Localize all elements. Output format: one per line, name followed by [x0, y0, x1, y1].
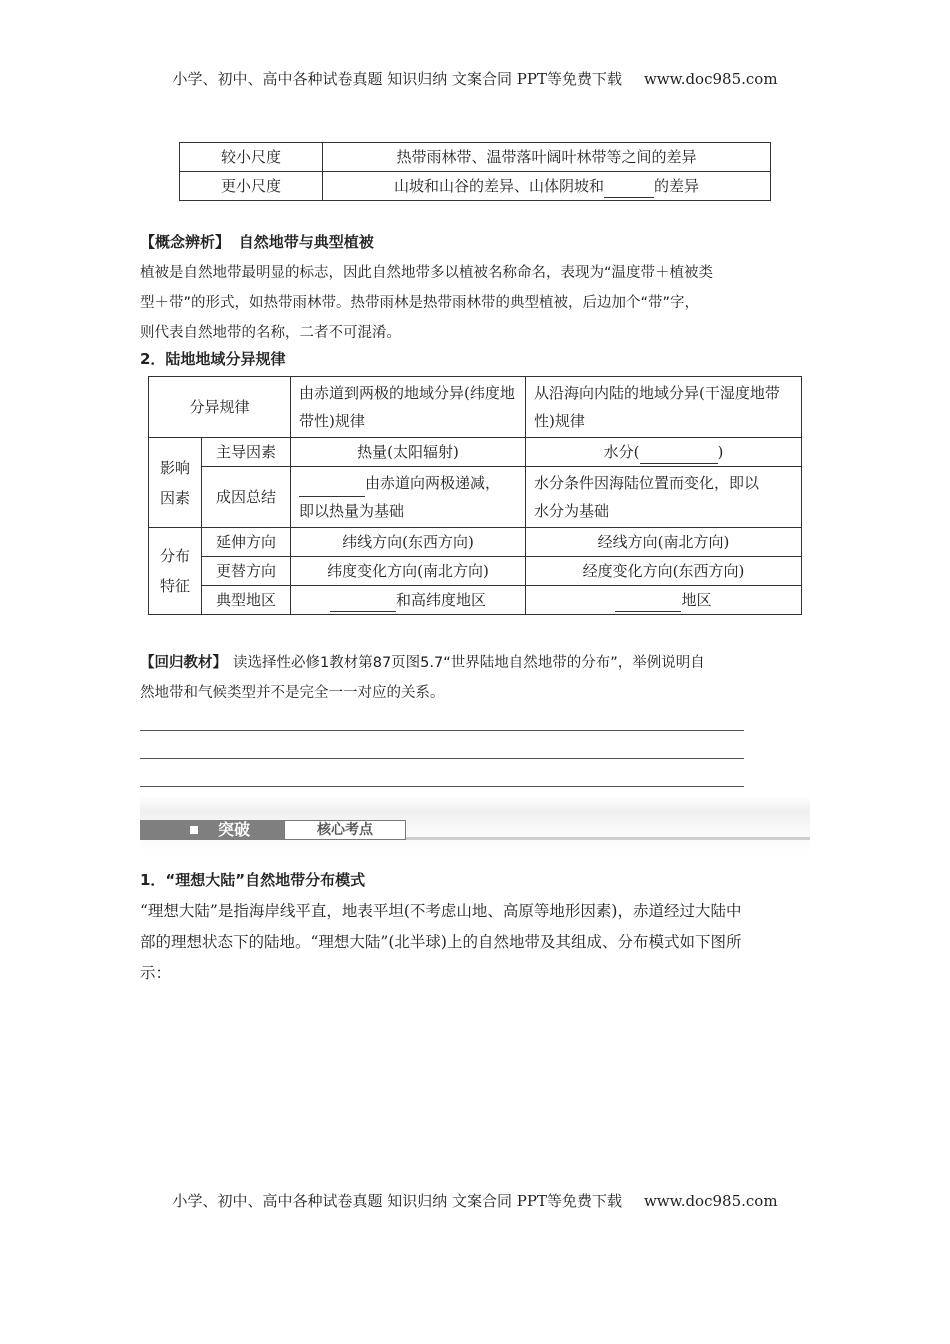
cell: 和高纬度地区 [291, 586, 526, 615]
cell: 由赤道向两极递减， 即以热量为基础 [291, 467, 526, 528]
textbook-line: 然地带和气候类型并不是完全一一对应的关系。 [140, 685, 445, 701]
fill-blank[interactable] [615, 593, 681, 612]
row-label: 主导因素 [202, 438, 291, 467]
header-cell: 由赤道到两极的地域分异(纬度地带性)规律 [291, 377, 526, 438]
fill-blank[interactable] [604, 179, 654, 198]
section-banner [140, 796, 810, 856]
table-row [149, 467, 802, 528]
cell: 水分( ) [526, 438, 802, 467]
group-label: 分布特征 [149, 528, 202, 615]
concept-line: 则代表自然地带的名称，二者不可混淆。 [140, 325, 401, 341]
row-label: 延伸方向 [202, 528, 291, 557]
concept-line: 植被是自然地带最明显的标志，因此自然地带多以植被名称命名，表现为“温度带＋植被类 [140, 265, 714, 281]
scale-table [179, 142, 771, 201]
banner-left: 突破 [218, 820, 251, 839]
section1-line: 示： [140, 964, 172, 982]
section2-title: 2．陆地地域分异规律 [140, 350, 286, 368]
section1-title: 1．“理想大陆”自然地带分布模式 [140, 871, 366, 889]
fill-blank[interactable] [640, 445, 718, 464]
cell: 经线方向(南北方向) [526, 528, 802, 557]
cell: 地区 [526, 586, 802, 615]
concept-tag: 【概念辨析】 [140, 233, 231, 251]
footer-text: 小学、初中、高中各种试卷真题 知识归纳 文案合同 PPT等免费下载 [172, 1192, 622, 1210]
fill-blank[interactable] [330, 593, 396, 612]
textbook-tag: 【回归教材】 [140, 655, 227, 671]
concept-body [140, 258, 812, 348]
concept-title: 自然地带与典型植被 [238, 233, 374, 251]
banner-dark [140, 820, 284, 840]
row-label: 更替方向 [202, 557, 291, 586]
fill-blank[interactable] [299, 478, 365, 497]
row-label: 成因总结 [202, 467, 291, 528]
table-row [180, 143, 771, 172]
scale-desc: 热带雨林带、温带落叶阔叶林带等之间的差异 [323, 143, 771, 172]
section1-line: “理想大陆”是指海岸线平直，地表平坦(不考虑山地、高原等地形因素)，赤道经过大陆中 [140, 902, 742, 920]
table-row [149, 438, 802, 467]
textbook-line: 【回归教材】 读选择性必修1教材第87页图5.7“世界陆地自然地带的分布”，举例说明自 [140, 655, 705, 671]
concept-title-line [140, 228, 812, 257]
answer-line[interactable] [140, 786, 744, 787]
table-row [180, 172, 771, 201]
law-table [148, 376, 802, 615]
textbook-block [140, 648, 812, 708]
cell: 热量(太阳辐射) [291, 438, 526, 467]
section1-body [140, 896, 812, 989]
scale-desc: 山坡和山谷的差异、山体阴坡和 的差异 [323, 172, 771, 201]
table-row [149, 557, 802, 586]
scale-label: 更小尺度 [180, 172, 323, 201]
header-cell: 从沿海向内陆的地域分异(干湿度地带性)规律 [526, 377, 802, 438]
answer-line[interactable] [140, 730, 744, 731]
footer-url[interactable]: www.doc985.com [643, 1192, 778, 1210]
row-label: 典型地区 [202, 586, 291, 615]
page-footer [0, 1190, 950, 1211]
scale-label: 较小尺度 [180, 143, 323, 172]
banner-line [406, 837, 810, 840]
table-row [149, 528, 802, 557]
square-icon [190, 826, 198, 834]
banner-right: 核心考点 [284, 820, 406, 840]
answer-line[interactable] [140, 758, 744, 759]
concept-line: 型＋带”的形式，如热带雨林带。热带雨林是热带雨林带的典型植被，后边加个“带”字， [140, 295, 700, 311]
page-header [0, 68, 950, 89]
cell: 经度变化方向(东西方向) [526, 557, 802, 586]
group-label: 影响因素 [149, 438, 202, 528]
table-row [149, 377, 802, 438]
header-text: 小学、初中、高中各种试卷真题 知识归纳 文案合同 PPT等免费下载 [172, 70, 622, 88]
section1-line: 部的理想状态下的陆地。“理想大陆”(北半球)上的自然地带及其组成、分布模式如下图所 [140, 933, 742, 951]
cell: 纬线方向(东西方向) [291, 528, 526, 557]
table-row [149, 586, 802, 615]
header-url[interactable]: www.doc985.com [643, 70, 778, 88]
header-cell: 分异规律 [149, 377, 291, 438]
cell: 水分条件因海陆位置而变化，即以 水分为基础 [526, 467, 802, 528]
cell: 纬度变化方向(南北方向) [291, 557, 526, 586]
